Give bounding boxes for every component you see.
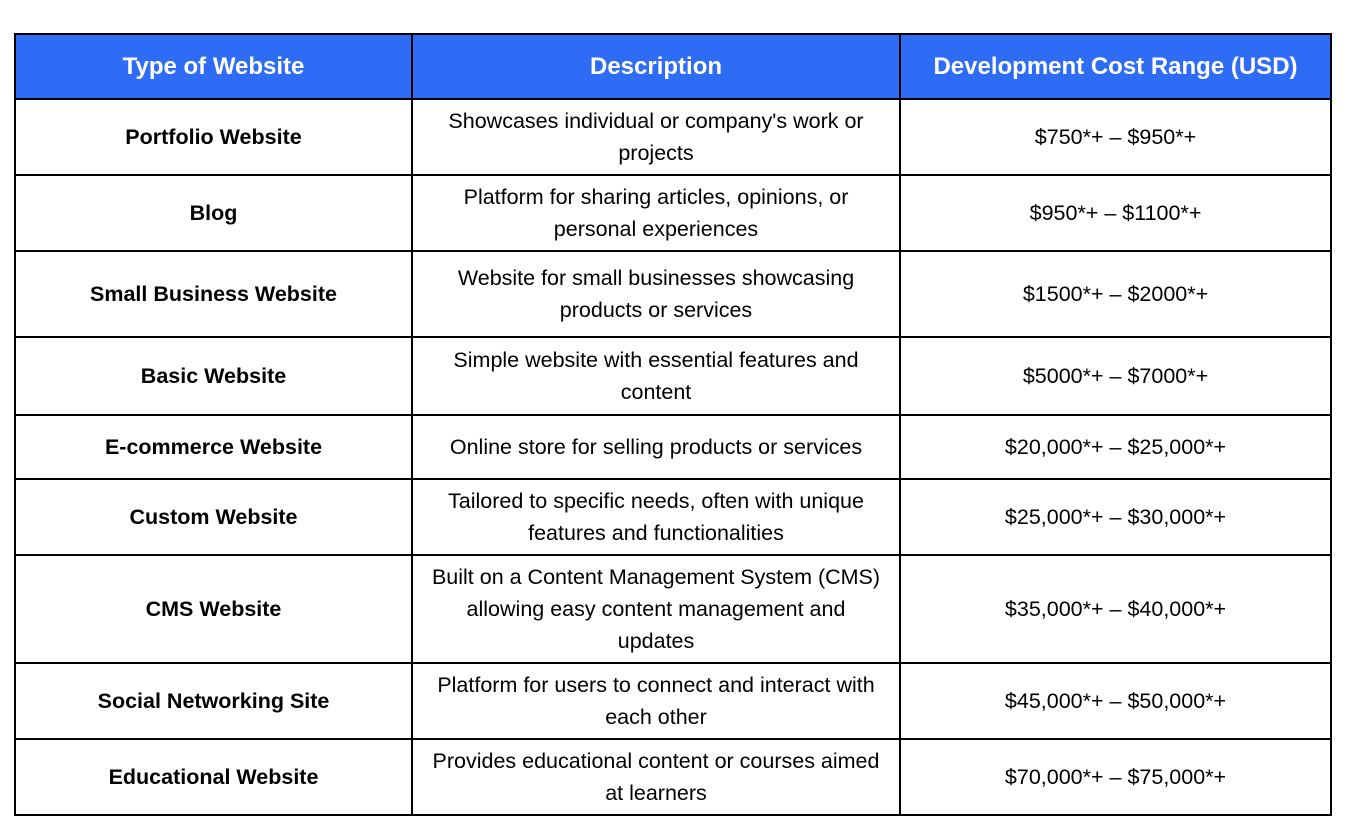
cell-cost: $20,000*+ – $25,000*+ — [900, 415, 1331, 479]
cell-type: CMS Website — [15, 555, 412, 663]
cell-cost: $5000*+ – $7000*+ — [900, 337, 1331, 415]
cell-description: Tailored to specific needs, often with unique features and functionalities — [412, 479, 900, 555]
table-row — [15, 663, 1331, 739]
header-row — [15, 34, 1331, 99]
cell-type: Educational Website — [15, 739, 412, 815]
cell-type: E-commerce Website — [15, 415, 412, 479]
table-row — [15, 337, 1331, 415]
cell-description: Online store for selling products or services — [412, 415, 900, 479]
cell-description: Platform for users to connect and interact with each other — [412, 663, 900, 739]
cell-cost: $45,000*+ – $50,000*+ — [900, 663, 1331, 739]
cell-cost: $35,000*+ – $40,000*+ — [900, 555, 1331, 663]
cell-type: Small Business Website — [15, 251, 412, 337]
cell-cost: $1500*+ – $2000*+ — [900, 251, 1331, 337]
cell-description: Showcases individual or company's work or projects — [412, 99, 900, 175]
cell-type: Custom Website — [15, 479, 412, 555]
header-type: Type of Website — [15, 34, 412, 99]
table-row — [15, 739, 1331, 815]
cell-cost: $25,000*+ – $30,000*+ — [900, 479, 1331, 555]
website-cost-table — [14, 33, 1332, 816]
cell-type: Blog — [15, 175, 412, 251]
cell-cost: $750*+ – $950*+ — [900, 99, 1331, 175]
table-row — [15, 175, 1331, 251]
cell-description: Provides educational content or courses aimed at learners — [412, 739, 900, 815]
cell-description: Simple website with essential features and content — [412, 337, 900, 415]
cell-description: Platform for sharing articles, opinions, or personal experiences — [412, 175, 900, 251]
cell-type: Social Networking Site — [15, 663, 412, 739]
header-cost: Development Cost Range (USD) — [900, 34, 1331, 99]
table-row — [15, 415, 1331, 479]
table-row — [15, 479, 1331, 555]
table-row — [15, 99, 1331, 175]
cell-description: Website for small businesses showcasing products or services — [412, 251, 900, 337]
cell-cost: $950*+ – $1100*+ — [900, 175, 1331, 251]
cost-table-container — [14, 33, 1332, 816]
cell-type: Portfolio Website — [15, 99, 412, 175]
cell-description: Built on a Content Management System (CMS) allowing easy content management and updates — [412, 555, 900, 663]
header-description: Description — [412, 34, 900, 99]
cell-type: Basic Website — [15, 337, 412, 415]
table-row — [15, 555, 1331, 663]
table-row — [15, 251, 1331, 337]
cell-cost: $70,000*+ – $75,000*+ — [900, 739, 1331, 815]
